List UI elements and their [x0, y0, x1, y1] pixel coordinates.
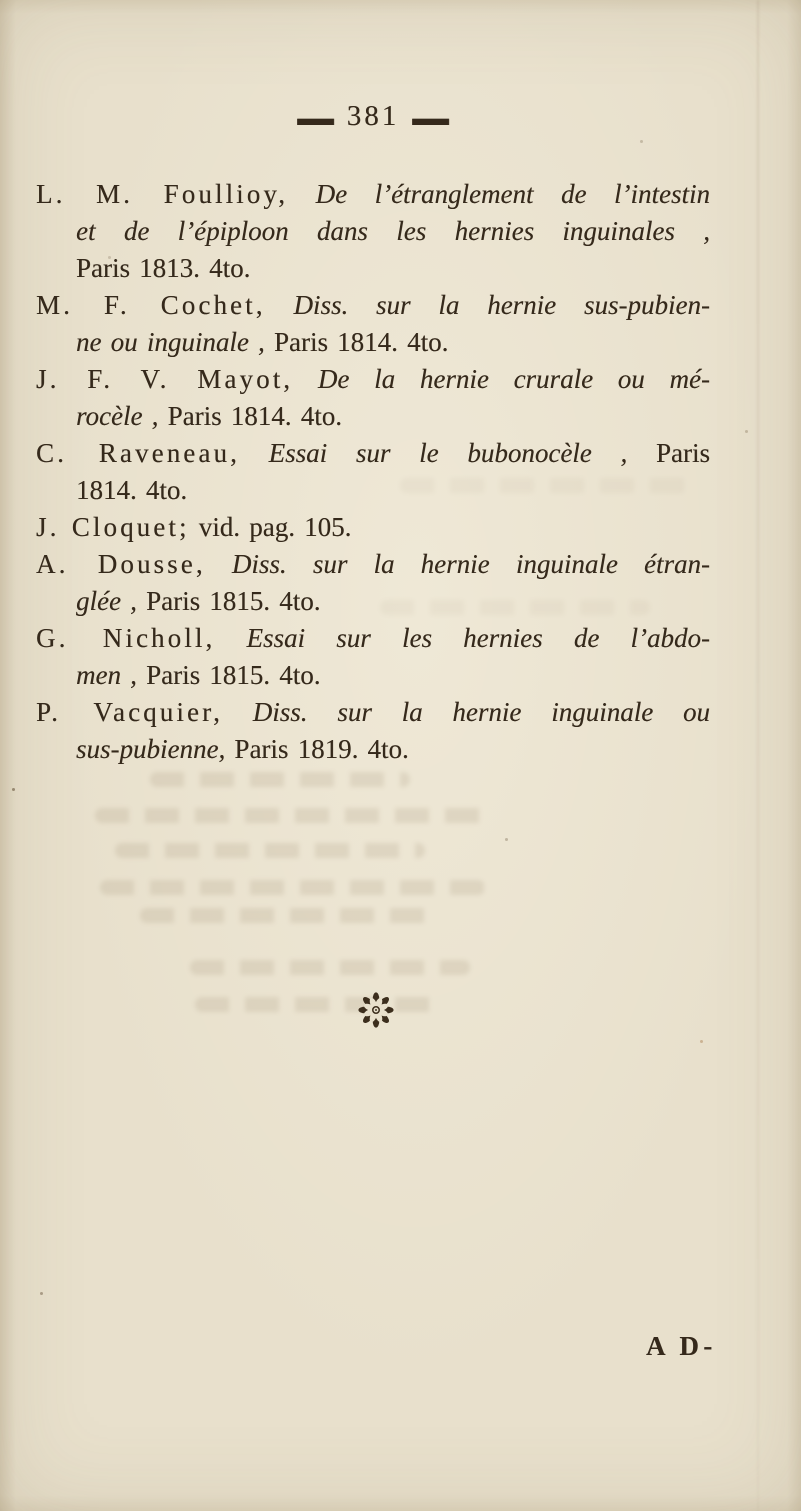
imprint-text: Paris 1814. 4to. [273, 327, 449, 357]
work-title: ne ou inguinale , [76, 327, 265, 357]
author-name: J. F. V. Mayot, [36, 364, 294, 394]
work-title: Diss. sur la hernie inguinale étran- [231, 549, 710, 579]
author-name: J. Cloquet; [36, 512, 190, 542]
work-title: glée , [76, 586, 137, 616]
text-line [36, 176, 710, 213]
text-line [36, 435, 710, 472]
work-title: De la hernie crurale ou mé- [317, 364, 710, 394]
paper-specks [0, 0, 3, 3]
imprint-text: Paris 1815. 4to. [146, 660, 321, 690]
fleuron-ornament-icon [357, 991, 395, 1029]
author-name: P. Vacquier, [36, 697, 223, 727]
author-name: A. Dousse, [36, 549, 206, 579]
work-title: Essai sur le bubonocèle , [268, 438, 628, 468]
imprint-text: Paris 1819. 4to. [234, 734, 409, 764]
page-header [36, 65, 710, 165]
work-title: Diss. sur la hernie inguinale ou [252, 697, 710, 727]
text-line [36, 361, 710, 398]
show-through [95, 808, 485, 823]
bibliography-entry [36, 509, 710, 546]
header-dash-left: — [297, 65, 334, 165]
author-name: M. F. Cochet, [36, 290, 266, 320]
header-dash-right: — [412, 65, 449, 165]
page-fold-line [757, 0, 759, 1511]
bibliography-entry [36, 694, 710, 768]
text-line [36, 694, 710, 731]
text-line [36, 620, 710, 657]
show-through [115, 843, 425, 858]
imprint-text: vid. pag. 105. [198, 512, 352, 542]
author-name: G. Nicholl, [36, 623, 216, 653]
text-line [36, 398, 710, 435]
show-through [195, 997, 445, 1012]
text-line [36, 546, 710, 583]
bibliography-entry [36, 287, 710, 361]
text-line [36, 287, 710, 324]
text-line [36, 509, 710, 546]
text-line [36, 213, 710, 250]
author-name: L. M. Foullioy, [36, 179, 289, 209]
catchword: A D- [646, 1331, 717, 1361]
show-through [380, 600, 650, 615]
text-line [36, 250, 710, 287]
imprint-text: Paris 1814. 4to. [167, 401, 342, 431]
bibliography-entry [36, 361, 710, 435]
work-title: De l’étranglement de l’intestin [315, 179, 710, 209]
show-through [190, 960, 470, 975]
work-title: Essai sur les hernies de l’abdo- [246, 623, 710, 653]
show-through [140, 908, 430, 923]
work-title: et de l’épiploon dans les hernies inguinales , [76, 216, 710, 246]
bibliography-entry [36, 176, 710, 287]
work-title: rocèle , [76, 401, 159, 431]
work-title: sus-pubienne, [76, 734, 226, 764]
work-title: Diss. sur la hernie sus-pubien- [293, 290, 710, 320]
show-through [100, 880, 485, 895]
text-line [36, 324, 710, 361]
work-title: men , [76, 660, 137, 690]
imprint-text: Paris [656, 438, 710, 468]
imprint-text: Paris 1813. 4to. [76, 253, 251, 283]
bibliography-entry [36, 620, 710, 694]
bibliography-list [36, 176, 710, 768]
show-through [400, 478, 700, 493]
show-through [150, 772, 410, 787]
imprint-text: 1814. 4to. [76, 475, 188, 505]
text-line [36, 731, 710, 768]
page-number: 381 [346, 100, 400, 132]
bibliography-entry [36, 435, 710, 509]
author-name: C. Raveneau, [36, 438, 240, 468]
imprint-text: Paris 1815. 4to. [146, 586, 321, 616]
text-line [36, 657, 710, 694]
